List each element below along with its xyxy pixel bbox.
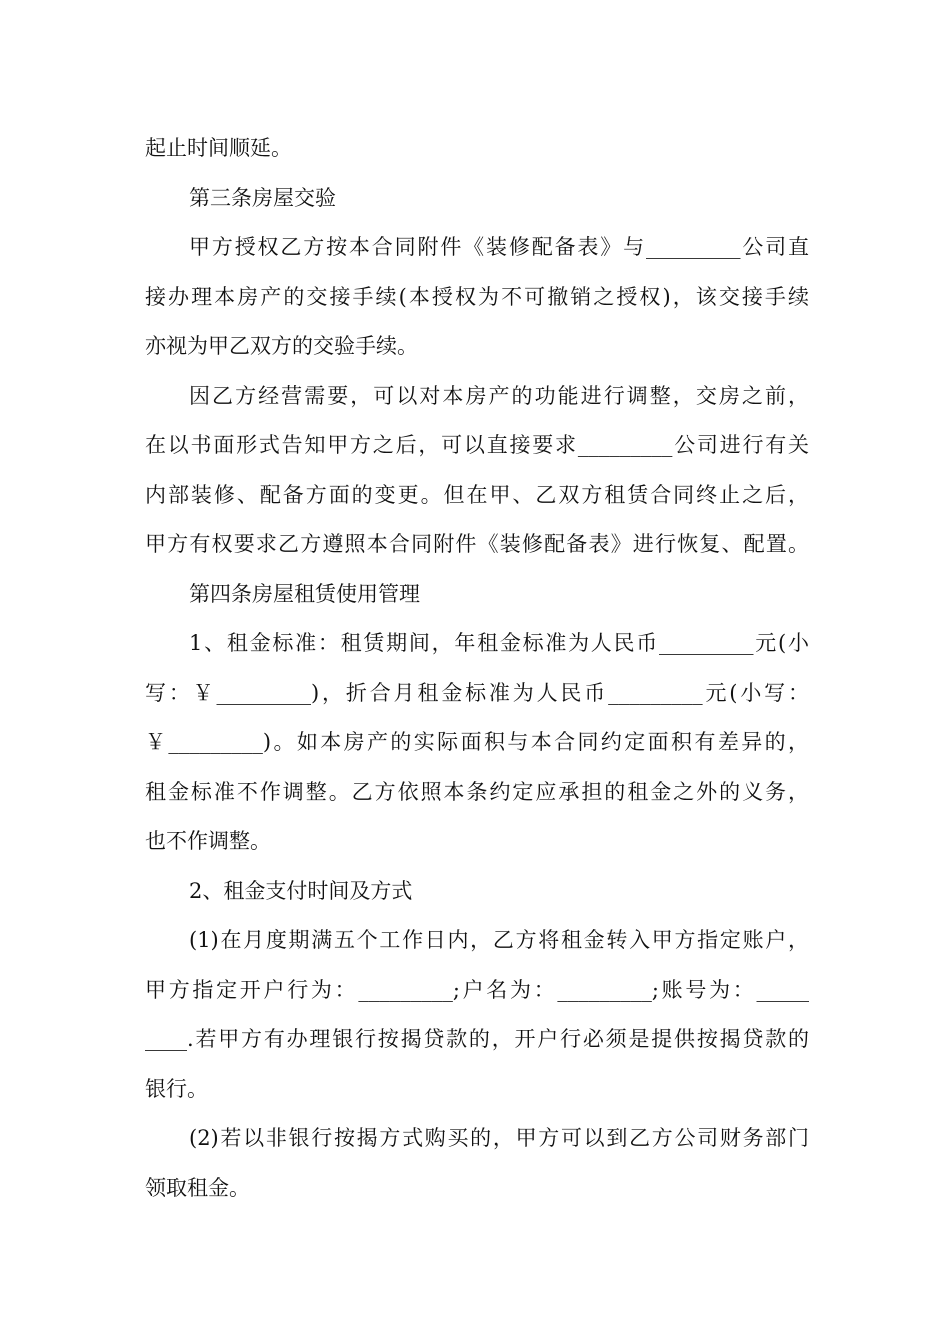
paragraph-line: 1、租金标准：租赁期间，年租金标准为人民币_________元(小 [189, 631, 809, 655]
paragraph-line: 写：￥_________)，折合月租金标准为人民币_________元(小写： [145, 680, 809, 705]
paragraph-line: 亦视为甲乙双方的交验手续。 [145, 334, 418, 358]
paragraph-line: 也不作调整。 [145, 829, 271, 853]
subsection-heading: 2、租金支付时间及方式 [189, 878, 413, 903]
paragraph-line: 因乙方经营需要，可以对本房产的功能进行调整，交房之前， [189, 383, 809, 408]
paragraph-line: 内部装修、配备方面的变更。但在甲、乙双方租赁合同终止之后， [145, 482, 809, 507]
paragraph-line: ￥_________)。如本房产的实际面积与本合同约定面积有差异的， [145, 730, 809, 754]
paragraph-line: 接办理本房产的交接手续(本授权为不可撤销之授权)，该交接手续 [145, 284, 809, 309]
paragraph-line: ____.若甲方有办理银行按揭贷款的，开户行必须是提供按揭贷款的 [145, 1027, 809, 1051]
paragraph-line: 起止时间顺延。 [145, 136, 292, 160]
paragraph-line: 甲方指定开户行为：_________;户名为：_________;账号为：_____ [145, 977, 809, 1002]
section-heading-4: 第四条房屋租赁使用管理 [189, 581, 420, 606]
paragraph-line: 领取租金。 [145, 1175, 250, 1200]
paragraph-line: 银行。 [145, 1076, 208, 1101]
paragraph-line: 甲方授权乙方按本合同附件《装修配备表》与_________公司直 [189, 235, 809, 259]
paragraph-line: 甲方有权要求乙方遵照本合同附件《装修配备表》进行恢复、配置。 [145, 532, 809, 556]
paragraph-line: 租金标准不作调整。乙方依照本条约定应承担的租金之外的义务， [145, 779, 809, 804]
contract-body [145, 124, 809, 1213]
paragraph-line: (1)在月度期满五个工作日内，乙方将租金转入甲方指定账户， [189, 928, 809, 952]
paragraph-line: 在以书面形式告知甲方之后，可以直接要求_________公司进行有关 [145, 433, 809, 457]
section-heading-3: 第三条房屋交验 [189, 185, 336, 210]
paragraph-line: (2)若以非银行按揭方式购买的，甲方可以到乙方公司财务部门 [189, 1126, 809, 1150]
